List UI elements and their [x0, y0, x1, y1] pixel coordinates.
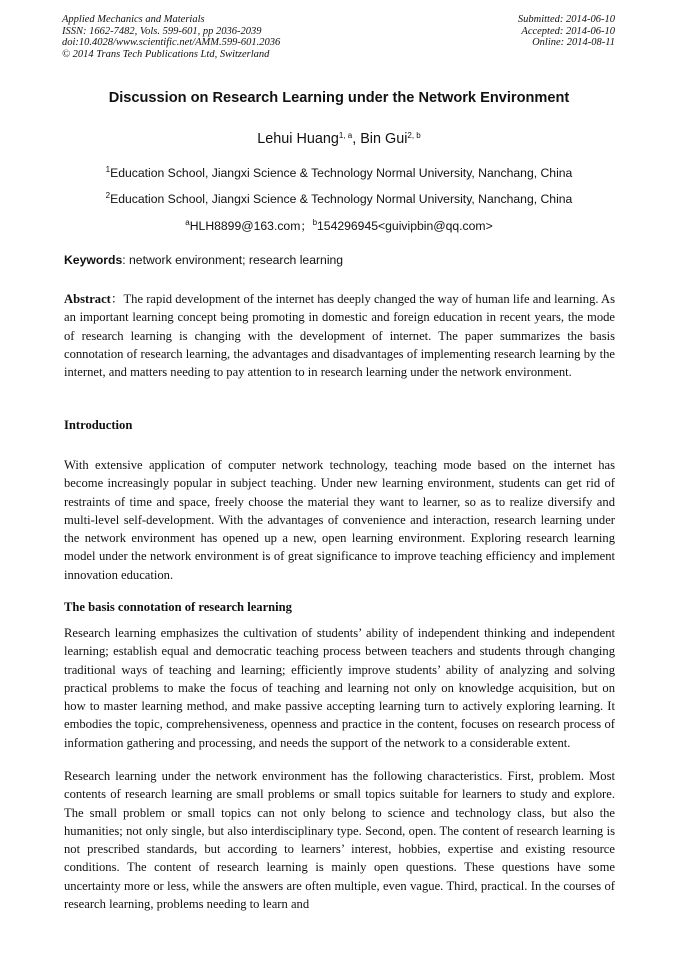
author-affil-mark: 2, b — [407, 131, 421, 140]
email-mark: a — [185, 218, 190, 227]
affiliation — [0, 192, 678, 206]
author-list — [0, 131, 678, 147]
affiliation-text: Education School, Jiangxi Science & Technology Normal University, Nanchang, China — [110, 192, 573, 206]
journal-name: Applied Mechanics and Materials — [62, 14, 205, 25]
abstract-label: Abstract — [64, 292, 111, 306]
affiliation-mark: 2 — [105, 191, 111, 200]
email-link[interactable]: 154296945<guivipbin@qq.com> — [317, 219, 493, 233]
keywords-text: : network environment; research learning — [122, 253, 344, 267]
basis-paragraph-2: Research learning under the network environment has the following characteristics. First, problem. Most contents of research learning are small problems or small topics suitable for learners to study and explore. The small problem or small topics can not only belong to science and technology class, but also the humanities; not only single, but also interdisciplinary type. Second, open. The content of research learning is not prescribed standards, but according to learners’ interest, hobbies, expertise and existing resource conditions. The content of research learning is mainly open questions. These questions have some uncertainty more or less, while the answers are often multiple, even vague. Third, practical. In the courses of research learning, problems needing to learn and — [64, 769, 615, 912]
abstract — [64, 290, 615, 381]
journal-info — [62, 14, 280, 60]
author-separator: , — [352, 131, 361, 147]
author-affil-mark: 1, a — [338, 131, 353, 140]
keywords — [64, 253, 343, 267]
abstract-text: ：The rapid development of the internet has deeply changed the way of human life and learning. As an important learning concept being promoting in domestic and foreign education in recent years, the mode of research learning is changing with the development of internet. The paper summarizes the basis connotation of research learning, the advantages and disadvantages of implementing research learning by the internet, and matters needing to pay attention to in research learning under the network environment. — [64, 292, 615, 380]
affiliation-text: Education School, Jiangxi Science & Technology Normal University, Nanchang, China — [110, 166, 573, 180]
section-heading-basis: The basis connotation of research learning — [64, 600, 292, 614]
issn-line: ISSN: 1662-7482, Vols. 599-601, pp 2036-2039 — [62, 25, 262, 37]
introduction-paragraph: With extensive application of computer network technology, teaching mode based on the internet has become increasingly popular in subject teaching. Under new learning environment, students can get rid of restraints of time and space, freely choose the material they want to learner, so as to realize diversify and multi-level self-development. With the advantages of convenience and interaction, research learning under the network environment has opened up a new, open learning environment. Exploring research learning model under the network environment is of great significance to improve teaching efficiency and implement innovation education. — [64, 458, 615, 582]
email-link[interactable]: HLH8899@163.com — [189, 219, 301, 233]
keywords-label: Keywords — [64, 253, 123, 267]
section-heading-introduction: Introduction — [64, 418, 133, 432]
submission-dates — [518, 14, 615, 49]
affiliation — [0, 166, 678, 180]
affiliation-mark: 1 — [105, 165, 111, 174]
email-mark: b — [312, 218, 318, 227]
email-separator: ； — [300, 219, 313, 233]
basis-paragraph-1: Research learning emphasizes the cultivation of students’ ability of independent thinking and independent learning; establish equal and democratic teaching process between teachers and students through changing traditional ways of teaching and learning; efficiently improve students’ ability of analyzing and solving practical problems to make the focus of teaching and learning not only on knowledge acquisition, but on how to master learning method, and make passive accepting learning turn to actively exploring learning. It embodies the topic, comprehensiveness, openness and practice in the content, focuses on research process of information gathering and processing, and needs the support of the network to a considerable extent. — [64, 626, 615, 750]
author-name: Lehui Huang — [257, 131, 339, 147]
paper-title: Discussion on Research Learning under the Network Environment — [108, 90, 570, 106]
accepted-date: Accepted: 2014-06-10 — [521, 25, 615, 37]
copyright-line: © 2014 Trans Tech Publications Ltd, Switzerland — [62, 48, 270, 60]
author-emails — [0, 217, 678, 234]
doi-line: doi:10.4028/www.scientific.net/AMM.599-601.2036 — [62, 37, 281, 48]
submitted-date: Submitted: 2014-06-10 — [517, 14, 615, 25]
author-name: Bin Gui — [360, 131, 408, 147]
online-date: Online: 2014-08-11 — [532, 37, 615, 48]
